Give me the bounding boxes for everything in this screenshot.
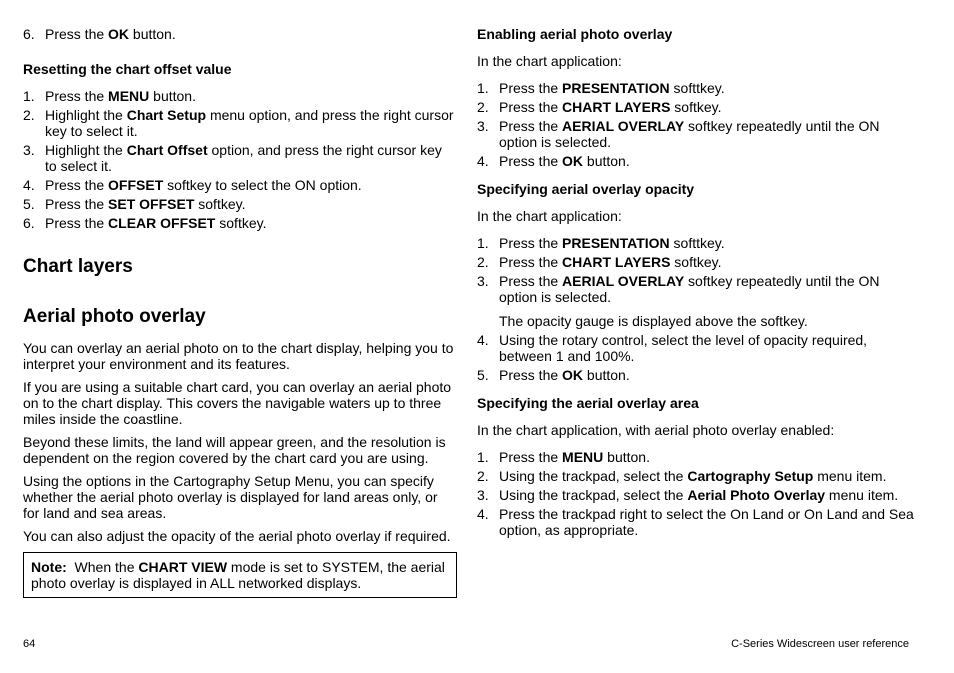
step-text: softkey repeatedly until the ON option is selected.: [499, 118, 880, 150]
list-item: [23, 196, 457, 212]
step-text: button.: [603, 449, 650, 465]
note-text: When the: [66, 559, 139, 575]
step-text: softkey.: [670, 99, 722, 115]
list-item: [477, 332, 917, 364]
list-item: [477, 506, 917, 538]
step-text: option, and press the right cursor key to select it.: [45, 142, 442, 174]
step-number: 3.: [477, 487, 489, 503]
step-bold: CHART LAYERS: [562, 254, 671, 270]
opacity-steps-a: [477, 235, 917, 305]
intro-text: In the chart application, with aerial photo overlay enabled:: [477, 422, 835, 438]
list-item: [23, 215, 457, 231]
list-item: [477, 449, 917, 465]
step-text: softkey.: [670, 254, 722, 270]
left-column: [23, 26, 457, 598]
list-item: [477, 468, 917, 484]
step-text: Press the: [499, 99, 563, 115]
step-bold: Aerial Photo Overlay: [687, 487, 826, 503]
step-bold: SET OFFSET: [108, 196, 195, 212]
step-bold: PRESENTATION: [562, 80, 670, 96]
list-item: [477, 118, 917, 150]
reset-steps: [23, 88, 457, 231]
step-text: Press the: [499, 449, 563, 465]
step-text: softtkey.: [669, 80, 725, 96]
step-text: Press the: [45, 177, 109, 193]
enable-steps: [477, 80, 917, 169]
step-number: 6.: [23, 26, 35, 42]
list-item: [23, 177, 457, 193]
step-number: 1.: [23, 88, 35, 104]
note-bold: CHART VIEW: [138, 559, 228, 575]
heading-aerial-photo-overlay: Aerial photo overlay: [23, 306, 206, 327]
step-text: button.: [149, 88, 196, 104]
step-number: 5.: [477, 367, 489, 383]
step-text: Press the: [499, 254, 563, 270]
step-text: Press the: [499, 153, 563, 169]
step-text: softkey.: [194, 196, 246, 212]
step-text: Press the: [499, 80, 563, 96]
document-reference: C-Series Widescreen user reference: [731, 638, 909, 650]
step-text: menu item.: [813, 468, 887, 484]
paragraph: You can overlay an aerial photo on to the chart display, helping you to interpret your environment and its features.: [23, 340, 454, 372]
step-text: Using the trackpad, select the: [499, 468, 688, 484]
list-item: [477, 235, 917, 251]
step-number: 2.: [477, 468, 489, 484]
step-text: Press the: [499, 118, 563, 134]
step-text: Using the trackpad, select the: [499, 487, 688, 503]
step-number: 2.: [477, 254, 489, 270]
step-number: 4.: [477, 506, 489, 522]
step-bold: MENU: [562, 449, 604, 465]
step-text: menu item.: [825, 487, 899, 503]
step-bold: OK: [562, 153, 584, 169]
section-heading-opacity: Specifying aerial overlay opacity: [477, 181, 695, 197]
heading-chart-layers: Chart layers: [23, 256, 133, 277]
step-number: 2.: [23, 107, 35, 123]
list-item: [477, 99, 917, 115]
step-text: softkey to select the ON option.: [163, 177, 362, 193]
right-column: [477, 26, 917, 541]
paragraph: Beyond these limits, the land will appear green, and the resolution is dependent on the region covered by the chart card you are using.: [23, 434, 446, 466]
step-text: Press the trackpad right to select the On Land or On Land and Sea option, as appropriate.: [499, 506, 914, 538]
step-number: 2.: [477, 99, 489, 115]
step-text: button.: [583, 367, 630, 383]
list-item: [477, 487, 917, 503]
list-item: [23, 88, 457, 104]
paragraph: Using the options in the Cartography Setup Menu, you can specify whether the aerial photo overlay is displayed for land areas only, or for land and sea areas.: [23, 473, 438, 521]
step-number: 6.: [23, 215, 35, 231]
step-bold: AERIAL OVERLAY: [562, 118, 685, 134]
step-text: Press the: [45, 88, 109, 104]
step-number: 1.: [477, 80, 489, 96]
step-bold: CHART LAYERS: [562, 99, 671, 115]
list-item: [23, 26, 457, 42]
list-item: [477, 273, 917, 305]
note-text: mode is set to SYSTEM, the aerial photo overlay is displayed in ALL networked displays.: [31, 559, 445, 591]
step-text: Press the: [45, 196, 109, 212]
step-bold: Cartography Setup: [687, 468, 814, 484]
page-number: 64: [23, 638, 36, 650]
step-bold: CLEAR OFFSET: [108, 215, 216, 231]
step-text: Press the: [499, 235, 563, 251]
step-bold: OK: [562, 367, 584, 383]
paragraph: If you are using a suitable chart card, you can overlay an aerial photo on to the chart display. This covers the navigable waters up to three miles inside the coastline.: [23, 379, 452, 427]
step-text: Highlight the: [45, 142, 127, 158]
note-box: [23, 552, 457, 598]
step-text: softkey repeatedly until the ON option is selected.: [499, 273, 880, 305]
step-number: 1.: [477, 235, 489, 251]
list-item: [23, 142, 457, 174]
step-number: 3.: [477, 118, 489, 134]
opacity-steps-b: [477, 332, 917, 383]
step-bold: PRESENTATION: [562, 235, 670, 251]
step-number: 3.: [23, 142, 35, 158]
step-number: 1.: [477, 449, 489, 465]
section-heading-area: Specifying the aerial overlay area: [477, 395, 699, 411]
step-bold: AERIAL OVERLAY: [562, 273, 685, 289]
intro-text: In the chart application:: [477, 53, 622, 69]
opacity-gauge-note: The opacity gauge is displayed above the softkey.: [499, 313, 808, 329]
list-item: [477, 80, 917, 96]
step-bold: Chart Offset: [126, 142, 208, 158]
step-text: menu option, and press the right cursor key to select it.: [45, 107, 454, 139]
step-text: softtkey.: [669, 235, 725, 251]
step-text: Press the: [45, 26, 109, 42]
step-text: button.: [129, 26, 176, 42]
step-number: 5.: [23, 196, 35, 212]
step-number: 4.: [477, 332, 489, 348]
list-item: [477, 254, 917, 270]
step-bold: MENU: [108, 88, 150, 104]
step-number: 3.: [477, 273, 489, 289]
step-bold: OK: [108, 26, 130, 42]
list-item: [477, 367, 917, 383]
step-text: button.: [583, 153, 630, 169]
aerial-paragraphs: [23, 340, 457, 544]
step-text: Using the rotary control, select the level of opacity required, between 1 and 100%.: [499, 332, 868, 364]
step-text: Highlight the: [45, 107, 127, 123]
step-text: softkey.: [215, 215, 267, 231]
list-item: [477, 153, 917, 169]
step-number: 4.: [23, 177, 35, 193]
area-steps: [477, 449, 917, 538]
section-heading-reset: Resetting the chart offset value: [23, 61, 232, 77]
step-text: Press the: [499, 367, 563, 383]
section-heading-enable: Enabling aerial photo overlay: [477, 26, 673, 42]
intro-text: In the chart application:: [477, 208, 622, 224]
list-item: [23, 107, 457, 139]
step-bold: Chart Setup: [126, 107, 207, 123]
top-step-list: [23, 26, 457, 42]
step-text: Press the: [45, 215, 109, 231]
step-number: 4.: [477, 153, 489, 169]
step-text: Press the: [499, 273, 563, 289]
note-label: Note:: [31, 559, 67, 575]
paragraph: You can also adjust the opacity of the aerial photo overlay if required.: [23, 528, 451, 544]
step-bold: OFFSET: [108, 177, 164, 193]
